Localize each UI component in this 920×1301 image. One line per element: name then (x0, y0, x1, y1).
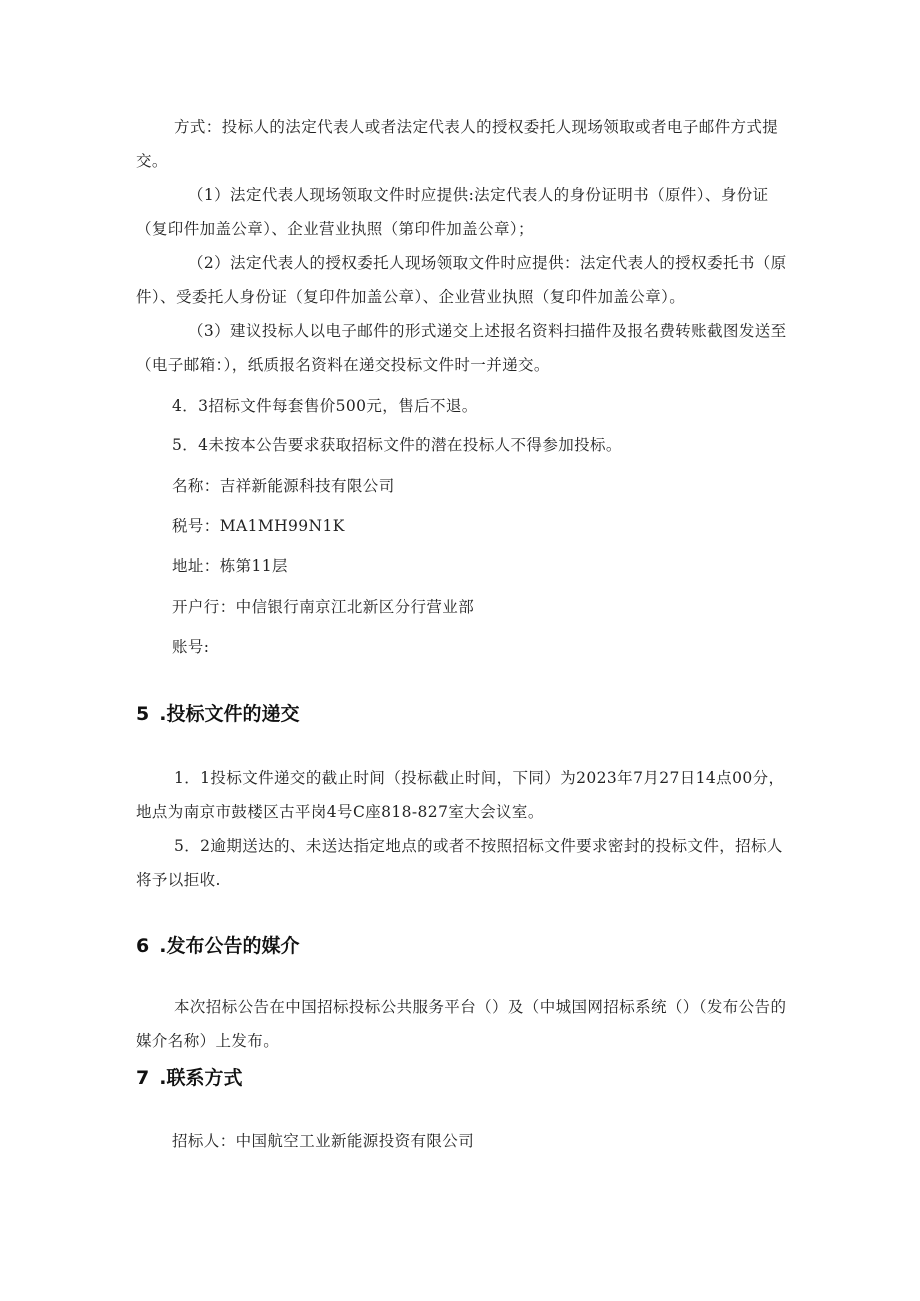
account-line: 账号: (172, 638, 210, 656)
section-5-heading (136, 700, 299, 728)
address-line: 地址：栋第11层 (172, 557, 288, 575)
item-3-paragraph: （3）建议投标人以电子邮件的形式递交上述报名资料扫描件及报名费转账截图发送至（电子邮箱：），纸质报名资料在递交投标文件时一并递交。 (136, 322, 787, 374)
section-5-title: .投标文件的递交 (159, 703, 300, 725)
item-1-paragraph: （1）法定代表人现场领取文件时应提供:法定代表人的身份证明书（原件）、身份证（复印件加盖公章）、企业营业执照（第印件加盖公章）； (136, 186, 769, 238)
price-line: 4．3招标文件每套售价500元，售后不退。 (172, 397, 478, 415)
rejection-paragraph: 5．2逾期送达的、未送达指定地点的或者不按照招标文件要求密封的投标文件，招标人将予以拒收. (136, 837, 783, 889)
method-paragraph: 方式：投标人的法定代表人或者法定代表人的授权委托人现场领取或者电子邮件方式提交。 (136, 118, 779, 170)
section-7-title: .联系方式 (159, 1067, 243, 1089)
tax-id-line: 税号：MA1MH99N1K (172, 517, 345, 535)
section-7-heading (136, 1064, 242, 1092)
section-6-number: 6 (136, 935, 150, 957)
section-6-title: .发布公告的媒介 (159, 935, 300, 957)
tenderer-line: 招标人：中国航空工业新能源投资有限公司 (172, 1132, 475, 1150)
deadline-paragraph: 1．1投标文件递交的截止时间（投标截止时间，下同）为2023年7月27日14点00分，地点为南京市鼓楼区古平岗4号C座818-827室大会议室。 (136, 769, 785, 821)
item-2-paragraph: （2）法定代表人的授权委托人现场领取文件时应提供：法定代表人的授权委托书（原件）、受委托人身份证（复印件加盖公章）、企业营业执照（复印件加盖公章）。 (136, 254, 787, 306)
section-5-number: 5 (136, 703, 150, 725)
company-name-line: 名称：吉祥新能源科技有限公司 (172, 477, 395, 495)
bank-line: 开户行：中信银行南京江北新区分行营业部 (172, 598, 475, 616)
media-paragraph: 本次招标公告在中国招标投标公共服务平台（）及（中城国网招标系统（）（发布公告的媒介名称）上发布。 (136, 998, 787, 1050)
section-7-number: 7 (136, 1067, 150, 1089)
section-6-heading (136, 932, 299, 960)
restriction-line: 5．4未按本公告要求获取招标文件的潜在投标人不得参加投标。 (172, 436, 622, 454)
